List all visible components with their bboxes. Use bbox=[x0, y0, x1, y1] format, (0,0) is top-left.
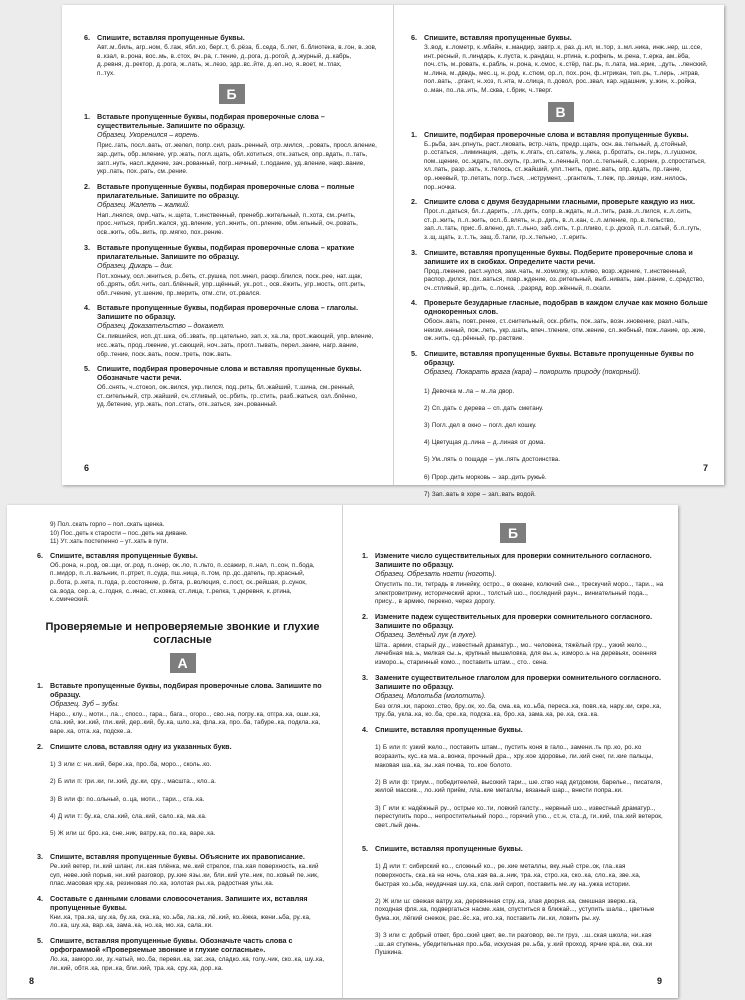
task-1 bbox=[84, 112, 379, 176]
task-4 bbox=[411, 298, 710, 344]
task-title: 4. Спишите, вставляя пропущенные буквы. bbox=[362, 724, 523, 734]
section-badge: Б bbox=[219, 84, 245, 104]
list-item: 2) Ж или ш: свежая ватру..ка, деревянная стру..ка, злая дворня..ка, смешная зверю..ка, походная фля..ка, подвергаться насме..кам, спуститься в ближай..., уступить шала.., цветные бума..ки, лёгкий снежок, рас..ёс..ка, иго..ка, поставить ли..ки, ловить ры..ку. bbox=[375, 897, 655, 923]
task-title: 3. Спишите, вставляя пропущенные буквы. Объясните их правописание. bbox=[37, 852, 305, 862]
task-list bbox=[411, 379, 710, 525]
task-6 bbox=[411, 33, 710, 96]
carry-over-text: 9) Пол..скать горло – пол..скать щенка. 10) Пос..деть к старости – пос..деть на диване. 11) Ут..хать постепенно – ут..хать в пути. bbox=[50, 521, 188, 546]
page-number: 6 bbox=[84, 463, 90, 473]
task-4 bbox=[362, 725, 664, 839]
page-6 bbox=[62, 5, 393, 485]
task-5 bbox=[411, 349, 710, 525]
task-text: Ре..кий ветер, ги..кий шланг, ли..кая плёнка, ме..кий стрелок, гла..кая поверхность, ка..кий суп, неве..кий порыв, ни..кий разговор, ру..кие язы..ки, бли..кий уте..ник, по..ковый пе..ник, плас..масовая кру..ка, резиновая ло..ка, золотая ры..ка, радостная улы..ка. bbox=[50, 863, 319, 888]
task-example: Образец. Дикарь – дик. bbox=[97, 262, 174, 270]
section-badge: Б bbox=[500, 523, 526, 543]
task-example: Образец. Укоренился – корень. bbox=[97, 132, 200, 140]
task-text: Прис..гать, посл..вать, от..желел, попр..сил, разъ..ренный, отр..мился, ..ровать, просл..вление, зар..дить, обр..мление, угр..жать, погл..щать, обл..котиться, отк..заться, опр..вдать, п..тать, загл..нуть, насл..ждение, зач..рованный, погр..ничный, г..лодание, уд..вление, накр..вание, укр..пать, пох..рать, см..рение. bbox=[97, 142, 377, 176]
task-5 bbox=[362, 844, 664, 967]
task-example: Образец. Обрезать ногти (ноготь). bbox=[375, 571, 497, 578]
task-text: Без огля..ки, пароко..ство, бру..ок, хо..ба, сма..ка, ко..ьба, переса..ка, повя..ка, нару..ки, скре..ка, тру..ба, укла..ка, ко..ба, сре..ка, подска..ка, бро..ка, зама..ка, ре..ка, ска..ка. bbox=[375, 702, 662, 719]
list-item: 6) Прор..дить морковь – зар..дить ружьё. bbox=[424, 473, 547, 481]
list-item: 5) Ум..лять о пощаде – ум..лять достоинства. bbox=[424, 456, 561, 464]
task-title: 6. Спишите, вставляя пропущенные буквы. bbox=[411, 33, 572, 42]
task-5 bbox=[37, 936, 328, 973]
task-text: Нап..лнялся, омр..чать, н..щета, т..инственный, пренебр..жительный, п..хота, см..рчить, прос..читься, прибл..жался, уд..вление, усл..жнить, оп..рление, обм..ельный, оч..ровать, осв..жить, объ..вить, пр..мягко, пох..рение. bbox=[97, 211, 358, 236]
task-text: Авт..м..биль, агр..ном, б..гаж, ябл..ко, берг..т, б..рёза, б..седа, б..лет, б..блиотека, в..гон, в..зов, в..кзал, в..рона, вос..мь, в..стох, вч..ра, г..тение, д..рога, д..рогой, д..журный, д..кабрь, д..ревня, д..ректор, д..рога, ж..лать, ж..лезо, здр..вс..йте, д..ел..но, я..воет, м..тлах, п..тух. bbox=[97, 44, 377, 77]
list-item: 3) Г или к: надёжный ру.., острые ко..ти, ловкий галсту.., нервный шо.., известный драматур.., переступить поро.., непростительный поро.., горячий утю.., ст..н, ста..д, ги..кий, гла..кий ветерок, свет..лый день. bbox=[375, 804, 663, 829]
page-number: 7 bbox=[702, 463, 708, 473]
task-example: Образец. Покарать врага (кара) – покорить природу (покорный). bbox=[424, 369, 641, 377]
task-title: 4. Вставьте пропущенные буквы, подбирая проверочные слова – глаголы. Запишите по образцу. bbox=[84, 303, 358, 322]
spread-bottom bbox=[7, 505, 678, 998]
list-item: 4) Д или т: бу..ка, сла..кий, сла..кий, сало..ка, ма..ка. bbox=[50, 812, 207, 820]
task-2 bbox=[362, 612, 664, 668]
task-title: 3. Вставьте пропущенные буквы, подбирая проверочные слова – краткие прилагательные. Запишите по образцу. bbox=[84, 242, 355, 261]
page-9 bbox=[342, 505, 678, 998]
task-title: 1. Вставьте пропущенные буквы, подбирая проверочные слова. Запишите по образцу. bbox=[37, 680, 322, 699]
task-text: Наро.., клу.., моти.., ла.., спосо.., гара.., бага.., огоро.., сво..на, погру..ка, отгра..ка, оши..ка, сла..кий, жи..кий, гли..кий, дер..кий, бу..ка, шло..ка, фла..ка, про..ба, табуре..ка, подкла..ка, варе..ка, отга..ка, подске..а. bbox=[50, 710, 321, 735]
task-title: 5. Спишите, вставляя пропущенные буквы. bbox=[362, 843, 523, 853]
list-item: 3) Погл..дел в окно – погл..дел кошку. bbox=[424, 422, 537, 430]
task-title: 4. Проверьте безударные гласные, подобрав в каждом случае как можно больше однокоренных слов. bbox=[411, 298, 708, 317]
page-number: 8 bbox=[29, 976, 35, 986]
list-item: 3) В или ф: по..ольный, о..ца, моти.., тари.., ста..ка. bbox=[50, 795, 205, 803]
task-6 bbox=[84, 33, 379, 78]
section-badge: А bbox=[170, 653, 196, 673]
task-title: 2. Спишите слова, вставляя одну из указанных букв. bbox=[37, 741, 232, 751]
page-number: 9 bbox=[656, 976, 662, 986]
task-title: 1. Вставьте пропущенные буквы, подбирая проверочные слова – существительные. Запишите по образцу. bbox=[84, 112, 325, 131]
task-title: 2. Спишите слова с двумя безударными гласными, проверьте каждую из них. bbox=[411, 197, 695, 207]
task-1 bbox=[362, 551, 664, 607]
task-text: Опустить по..ти, тетрадь в линейку, остро.., в океане, колючий сне.., трескучий моро.., тари.., на электровитрину, исторический архи.., толстый шо.., последний раун.., виниательный пода.., прису.., в армию, перекно, через дорогу. bbox=[375, 581, 664, 606]
task-3 bbox=[84, 243, 379, 299]
task-1 bbox=[37, 681, 328, 737]
task-text: Б..рьба, зач..рпнуть, раст..лковать, встр..чать, предр..щать, осн..ва..тельный, д..стойный, р..сстаться, ..лиминация, ..деть, к..лгать, сп..сатель, у..лека, р..бротать, сн..гирь, л..гушонок, пом..щение, ос..ждать, пл..скуть, гр..зить, х..ленный, пол..с..тельный, с..зорник, р..спростаться, хл..пать, разр..зать, х..телось, ст..жайший, упл..тнить, прис..вать, опр..вдать, пр..гание, ор..нжевый, тр..петать, погр..ться, ..нструмент, ..ргантель, т..пеж, пр..звище, изм..нилось, пор..ночка. bbox=[424, 140, 706, 191]
task-3 bbox=[362, 673, 664, 720]
task-title: 6. Спишите, вставляя пропущенные буквы. bbox=[37, 550, 198, 560]
task-text: Ск..пившийся, исп..дт..шка, об..звать, пр..цательно, зап..х, ха..ла, прот..жающий, упр..вление, исс..жать, прод..лжение, уг..сающий, ноч..зать, прогл..тывать, перел..зание, нагр..вание, обр..тение, поск..вать, посм..треть, пож..вать. bbox=[97, 333, 374, 358]
list-item: 1) Б или п: узкий жело.., поставить штам.., пустить коня в гало.., замени..ть пр..ко, ро..ко возразить, кус..ка ма..а..вонка, прочный дра.., хру..кое здоровье, ли..кий снег, ги..кие пальцы, маковая ша..ка, зы..кая почва, то..кое болото. bbox=[375, 744, 653, 769]
task-example: Образец. Зелёный лук (в луке). bbox=[375, 631, 478, 639]
task-title: 3. Спишите, вставляя пропущенные буквы. Подберите проверочные слова и запишите их в скобках. Определите части речи. bbox=[411, 247, 693, 266]
task-5 bbox=[84, 364, 379, 410]
task-3 bbox=[411, 248, 710, 294]
section-badge: В bbox=[548, 102, 574, 122]
task-title: 3. Замените существительное глаголом для проверки сомнительного согласного. Запишите по образцу. bbox=[362, 672, 662, 691]
task-example: Образец. Зуб – зубы. bbox=[50, 700, 120, 708]
task-example: Образец. Жалеть – жалкий. bbox=[97, 201, 190, 209]
task-title: 5. Спишите, вставляя пропущенные буквы. Вставьте пропущенные буквы по образцу. bbox=[411, 349, 694, 368]
task-text: Прог..л..даться, бл..г..дарить, ..гл..дить, сопр..в..ждать, м..л..тить, разв..л..лился, к..л..сить, ст..р..жить, п..л..жить, осл..б..влять, н..р..дить, в..л..кан, с..л..мление, пр..в..тельство, зап..л..тать, прис..б..влено, дл..т..льно, заб..сить, т..р..пливо, г..р..дской, п..л..сатый, б..л..гуть, з..щ..щать, з..т..ть, защ..б..тали, гр..х..тельно, ..т..ерить. bbox=[424, 208, 702, 241]
list-item: 2) В или ф: триум.., победитеелей, высокий тари.., ше..ство над детдомом, барелье.., писателя, жилой массив.., ло..кий приём, лла..кие металлы, вязаный шар.., внести попра..ки. bbox=[375, 778, 663, 795]
task-title: 2. Вставьте пропущенные буквы, подбирая проверочные слова – полные прилагательные. Запишите по образцу. bbox=[84, 181, 355, 200]
task-text: Пот..хоньку, осл..жниться, р..беть, ст..рушка, пот..мнел, раскр..блился, поск..рее, нат..щак, об..дрять, обл..чить, озл..блённый, упр..щённый, ук..рот.., осв..ёжить, угр..мость, опт..рить, обл..гчение, ут..шение, пр..мерить, отм..сти, от..рвался. bbox=[97, 272, 366, 297]
task-title: 5. Спишите, подбирая проверочные слова и вставляя пропущенные буквы. Обозначьте части речи. bbox=[84, 364, 362, 383]
task-3 bbox=[37, 852, 328, 889]
task-4 bbox=[37, 894, 328, 931]
task-2 bbox=[411, 197, 710, 242]
task-text: Прод..лжение, раст..нулся, зам..чать, м..хомолку, кр..кливо, возр..ждение, т..инственный, распор..дился, пох..ваться, повр..ждение, оз..рительный, выб..нивать, зам..рание, с..средство, сч..стливый, вр..дить, с..лонка, ..разряд, вор..жённый, п..скали. bbox=[424, 267, 705, 292]
task-title: 1. Измените число существительных для проверки сомнительного согласного. Запишите по образцу. bbox=[362, 551, 652, 569]
list-item: 4) Цветущая д..лина – д..линая от дома. bbox=[424, 439, 546, 447]
task-text: Обосн..вать, повт..ренке, ст..снительный, оск..рбить, пок..зать, возн..кновение, разл..чать, неизм..енный, пож..леть, укр..шать, впеч..тление, отм..жение, сл..жебный, пож..лание, ор..жие, ож..нить, сд..рённый, пр..раствие. bbox=[424, 318, 706, 343]
task-text: Об..рона, н..род, ов..щи, ог..род, п..онер, ок..ло, п..льто, п..ссажир, п..нал, п..сон, п..бода, п..мидор, п..л..вальник, п..ртрет, п..суда, пш..ница, п..том, пр..дс..датель, пр..красный, р..бота, р..кета, п..года, р..состояние, р..бята, р..волюция, с..пост, ск..рейшая, р..сунок, са..вода, сер..а, с..годня, с..инас, ст..ковка, ст..лица, т..релка, т..деревня, к..ртина, к..смический. bbox=[50, 561, 315, 604]
task-title: 2. Измените падеж существительных для проверки сомнительного согласного. Запишите по образцу. bbox=[362, 611, 653, 630]
task-2 bbox=[37, 742, 328, 848]
task-example: Образец. Доказательство – докажет. bbox=[97, 323, 225, 331]
task-text: Шта.. армии, старый ду.., известный драматур.., мо.. человека, тяжёлый гру.., узкий жело.., лечебная ма..ь, мелкая сы..ь, крупный мышеловка, для вы..ь, изморо..ь на деревьях, осенняя изморо..ь, старинный комо.., поставить штам.., сто.. сена. bbox=[375, 641, 657, 666]
list-item: 2) Сп..дать с дерева – сп..дать сметану. bbox=[424, 404, 544, 412]
task-1 bbox=[411, 130, 710, 193]
page-8 bbox=[7, 505, 342, 998]
task-list bbox=[362, 855, 664, 967]
list-item: 7) Зап..вать в хоре – зап..вать водой. bbox=[424, 490, 536, 498]
list-item: 1) З или с: ни..кий, бере..ка, про..ба, моро.., сколь..ко. bbox=[50, 761, 212, 769]
task-6 bbox=[37, 551, 328, 605]
section-title: Проверяемые и непроверяемые звонкие и глухие согласные bbox=[45, 620, 320, 646]
task-title: 4. Составьте с данными словами словосочетания. Запишите их, вставляя пропущенные буквы. bbox=[37, 893, 308, 912]
task-list bbox=[362, 736, 664, 839]
task-title: 1. Спишите, подбирая проверочные слова и вставляя пропущенные буквы. bbox=[411, 129, 689, 139]
task-list bbox=[37, 753, 328, 848]
task-text: Об..снять, ч..стокол, ож..вился, укр..пился, под..рить, бл..жайший, т..шина, см..ренный, ст..сительный, стр..жайший, сч..стливый, ос..рбить, гр..стить, разб..жаться, озл..блённо, уд..бетение, угр..жать, пол..стать, отк..заться, зач..рованный. bbox=[97, 384, 357, 409]
page-7 bbox=[393, 5, 724, 498]
list-item: 2) Б или п: гри..ки, ги..кий, ду..ки, сру.., масшта.., кло..а. bbox=[50, 778, 217, 786]
task-text: Кни..ка, тра..ка, шу..ка, бу..ка, ска..ка, ко..ьба, ла..ка, лё..кий, ко..ёжка, жени..ьба, ру..ка, ло..ка, шу..ка, вар..ка, зама..ка, но..ка, мо..ка, сала..ки. bbox=[50, 913, 311, 930]
task-text: Ло..ка, заморо..ки, зу..чатый, мо..ба, переви..ка, заг..зка, сладко..ка, голу..чик, ско..ка, шу..ка, ли..кий, обтя..ка, при..ка, бли..кий, тра..ка, сру..ка, дор..ка. bbox=[50, 956, 325, 972]
task-title: 5. Спишите, вставляя пропущенные буквы. Обозначьте часть слова с орфограммой «Проверяемые звонкие и глухие согласные». bbox=[37, 936, 293, 955]
task-title: 6. Спишите, вставляя пропущенные буквы. bbox=[84, 33, 245, 42]
list-item: 3) З или с: добрый ответ, бро..ский цвет, ве..ти разговор, ве..ти груз, ..ш..ская школа, ни..кая ..ш..ая ступень, убедительная про..ьба, искусная ре..ьба, у..кий проход, ярчие кра..ки, ска..ки Пушкина. bbox=[375, 932, 653, 957]
task-4 bbox=[84, 303, 379, 359]
task-example: Образец. Молотьба (молотить). bbox=[375, 692, 486, 700]
list-item: 1) Д или т: сибирский ко.., сложный ко.., ре..кие металлы, вку..ный стре..ок, гла..кая поверхность, ска..ка на ночь, сла..кая ва..а..ник, тра..ка, стро..ка, ско..ка, сло..ка, зве..ка, быстрая хо..ьба, неудачная шу..ка, сла..кий сироп, поставить ме..ку на..ужка истории. bbox=[375, 863, 641, 888]
list-item: 5) Ж или ш: бро..ка, сне..ник, ватру..ка, по..ка, варе..ка. bbox=[50, 829, 216, 837]
list-item: 1) Девочка м..ла – м..ла двор. bbox=[424, 387, 515, 395]
task-2 bbox=[84, 182, 379, 238]
spread-top bbox=[62, 5, 724, 498]
task-text: З..вод, к..лометр, к..мбайн, к..мандир, завтр..к, раз..д..ил, м..тор, з..мл..ника, инж..нер, ш..ссе, инт..ресный, п..линдарь, к..пуста, к..рандаш, н..ртина, к..рофель, м..рена, т..ерка, ам..ёба, поч..сть, м..ровать, к..рабль, н..рона, к..смос, к..стёр, паг..рь, п..лата, ма..ерик, ..дуть, ..ленский, м..лина, м..дведь, мес..ц, н..род, к..стюм, ор..л, пох..рон, ф..нтрикан, теп..рь, т..лерь, ..нтрав, пол..вать, ..ргант, н..хоз, п..нта, м..слица, п..довол, рос..звал, кар..ндашник, у..жин, х..ройка, о..ман, по..ла..ить, М..сква, г..брик, ч..тверг. bbox=[424, 44, 708, 94]
